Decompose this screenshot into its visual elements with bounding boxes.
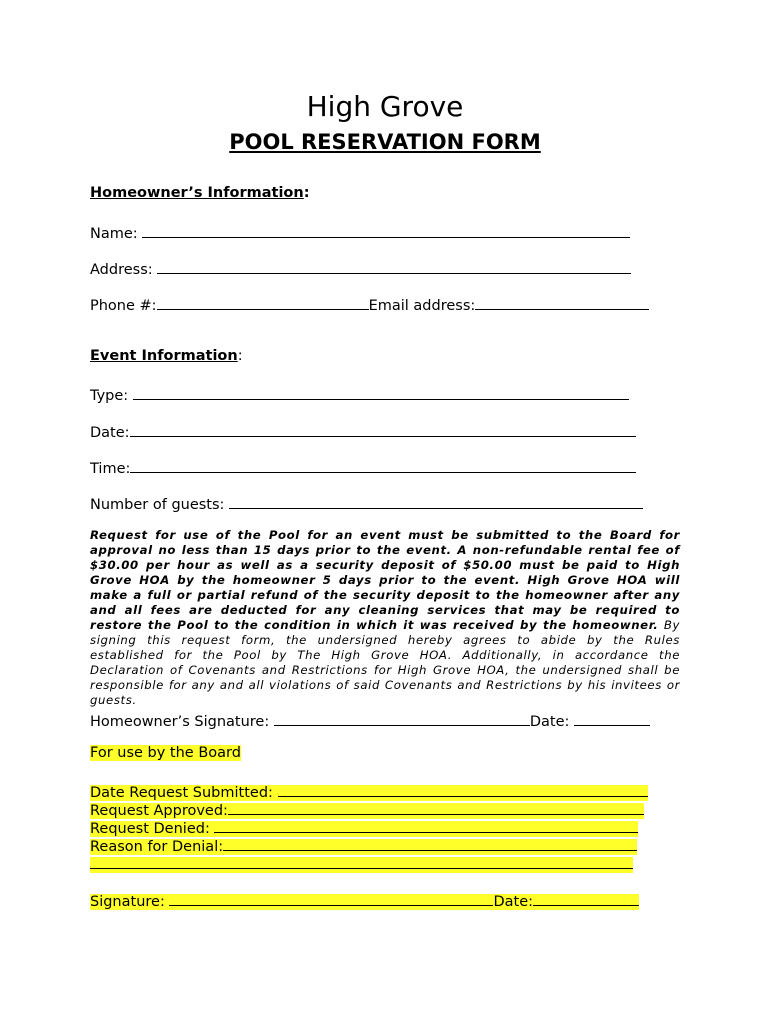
homeowner-date-label: Date: (529, 714, 570, 730)
terms-paragraph (90, 528, 680, 708)
board-signature-row (90, 890, 639, 911)
email-label: Email address: (368, 298, 476, 314)
date-row (90, 421, 636, 441)
board-date-submitted-field[interactable] (278, 781, 648, 797)
guests-label: Number of guests: (90, 497, 225, 513)
phone-field[interactable] (157, 294, 369, 310)
event-section-heading (90, 348, 243, 364)
address-row (90, 258, 631, 278)
homeowner-signature-row (90, 710, 650, 730)
board-approved-label: Request Approved: (90, 803, 228, 819)
time-label: Time: (90, 461, 131, 477)
homeowner-heading-text: Homeowner’s Information (90, 185, 304, 201)
type-label: Type: (90, 388, 129, 404)
event-date-field[interactable] (130, 421, 636, 437)
board-denied-label: Request Denied: (90, 821, 210, 837)
terms-bold-text: Request for use of the Pool for an event must be submitted to the Board for approval no less than 15 days prior to the event. A non-refundable rental fee of $30.00 per hour as well as a security deposit of $50.00 must be paid to High Grove HOA by the homeowner 5 days prior to the event. High Grove HOA will make a full or partial refund of the security deposit to the homeowner after any and all fees are deducted for any cleaning services that may be required to restore the Pool to the condition in which it was received by the homeowner. (90, 528, 680, 632)
board-approved-field[interactable] (228, 799, 644, 815)
board-date-submitted-label: Date Request Submitted: (90, 785, 273, 801)
homeowner-heading-colon: : (303, 185, 310, 201)
event-heading-colon: : (237, 348, 243, 364)
terms-plain-text: By signing this request form, the undersigned hereby agrees to abide by the Rules established for the Pool by The High Grove HOA. Additionally, in accordance the Declaration of Covenants and Restrictions for High Grove HOA, the undersigned shall be responsible for any and all violations of said Covenants and Restrictions by his invitees or guests. (90, 618, 680, 707)
event-heading-text: Event Information (90, 348, 238, 364)
board-date-label: Date: (493, 894, 533, 910)
guests-field[interactable] (229, 493, 643, 509)
board-reason-continuation-row (90, 853, 633, 874)
name-row (90, 222, 630, 242)
board-reason-continuation-field[interactable] (90, 853, 633, 869)
board-signature-label: Signature: (90, 894, 165, 910)
email-field[interactable] (475, 294, 649, 310)
time-row (90, 457, 636, 477)
phone-label: Phone #: (90, 298, 157, 314)
board-signature-field[interactable] (169, 890, 493, 906)
type-row (90, 384, 629, 404)
type-field[interactable] (133, 384, 629, 400)
homeowner-date-field[interactable] (574, 710, 650, 726)
board-reason-label: Reason for Denial: (90, 839, 224, 855)
board-date-field[interactable] (533, 890, 639, 906)
address-field[interactable] (157, 258, 631, 274)
guests-row (90, 493, 643, 513)
homeowner-signature-field[interactable] (274, 710, 530, 726)
name-field[interactable] (142, 222, 630, 238)
board-reason-continuation-highlight (90, 857, 633, 873)
date-label: Date: (90, 425, 130, 441)
board-signature-highlight (90, 894, 639, 910)
address-label: Address: (90, 262, 153, 278)
board-section-heading (90, 744, 241, 762)
board-denied-field[interactable] (214, 817, 638, 833)
form-subtitle: POOL RESERVATION FORM (229, 130, 541, 154)
phone-email-row (90, 294, 649, 314)
form-title: High Grove (306, 90, 464, 123)
board-reason-field[interactable] (223, 835, 637, 851)
board-heading-text: For use by the Board (90, 745, 241, 761)
name-label: Name: (90, 226, 138, 242)
homeowner-section-heading (90, 185, 310, 201)
time-field[interactable] (130, 457, 636, 473)
homeowner-signature-label: Homeowner’s Signature: (90, 714, 270, 730)
